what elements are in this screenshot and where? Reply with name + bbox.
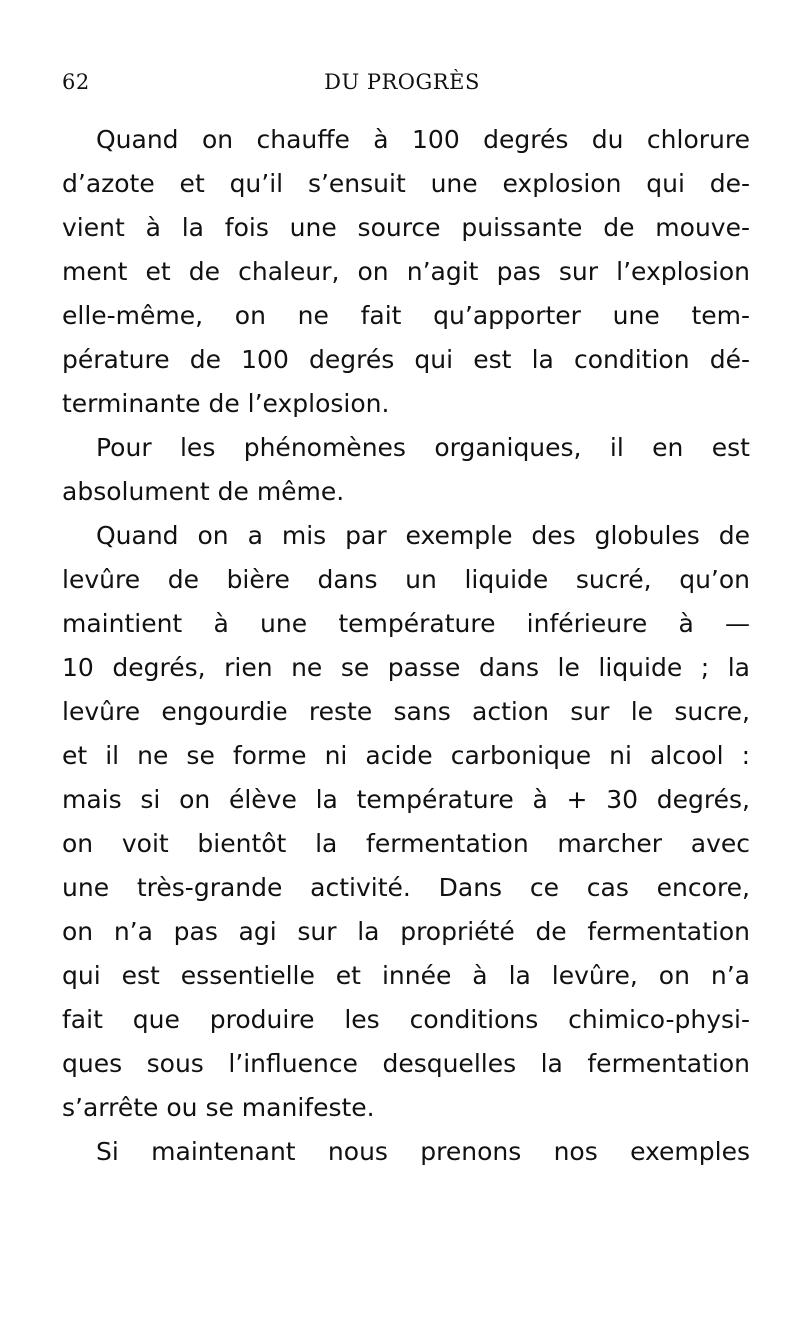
text-line-7: terminante de l’explosion. [62, 389, 390, 418]
text-line-20: qui est essentielle et innée à la levûre, on n’a [62, 961, 750, 990]
text-line-13: 10 degrés, rien ne se passe dans le liquide ; la [62, 653, 750, 682]
text-line-15: et il ne se forme ni acide carbonique ni alcool : [62, 741, 750, 770]
text-line-2: d’azote et qu’il s’ensuit une explosion qui de- [62, 169, 750, 198]
text-line-4: ment et de chaleur, on n’agit pas sur l’explosion [62, 257, 750, 286]
running-head [52, 70, 752, 100]
text-line-19: on n’a pas agi sur la propriété de fermentation [62, 917, 750, 946]
text-line-14: levûre engourdie reste sans action sur le sucre, [62, 697, 750, 726]
running-title: DU PROGRÈS [324, 70, 480, 94]
text-line-16: mais si on élève la température à + 30 degrés, [62, 785, 750, 814]
text-line-24: Si maintenant nous prenons nos exemples [96, 1137, 750, 1166]
text-line-3: vient à la fois une source puissante de mouve- [62, 213, 750, 242]
text-line-18: une très-grande activité. Dans ce cas encore, [62, 873, 750, 902]
text-line-23: s’arrête ou se manifeste. [62, 1093, 375, 1122]
text-line-12: maintient à une température inférieure à — [62, 609, 750, 638]
text-line-8: Pour les phénomènes organiques, il en est [96, 433, 750, 462]
page-number: 62 [62, 70, 90, 94]
text-line-17: on voit bientôt la fermentation marcher avec [62, 829, 750, 858]
text-line-22: ques sous l’influence desquelles la fermentation [62, 1049, 750, 1078]
text-line-5: elle-même, on ne fait qu’apporter une tem- [62, 301, 750, 330]
text-line-11: levûre de bière dans un liquide sucré, qu’on [62, 565, 750, 594]
text-line-9: absolument de même. [62, 477, 345, 506]
text-line-1: Quand on chauffe à 100 degrés du chlorure [96, 125, 750, 154]
text-line-21: fait que produire les conditions chimico-physi- [62, 1005, 750, 1034]
text-line-6: pérature de 100 degrés qui est la condition dé- [62, 345, 750, 374]
text-line-10: Quand on a mis par exemple des globules de [96, 521, 750, 550]
